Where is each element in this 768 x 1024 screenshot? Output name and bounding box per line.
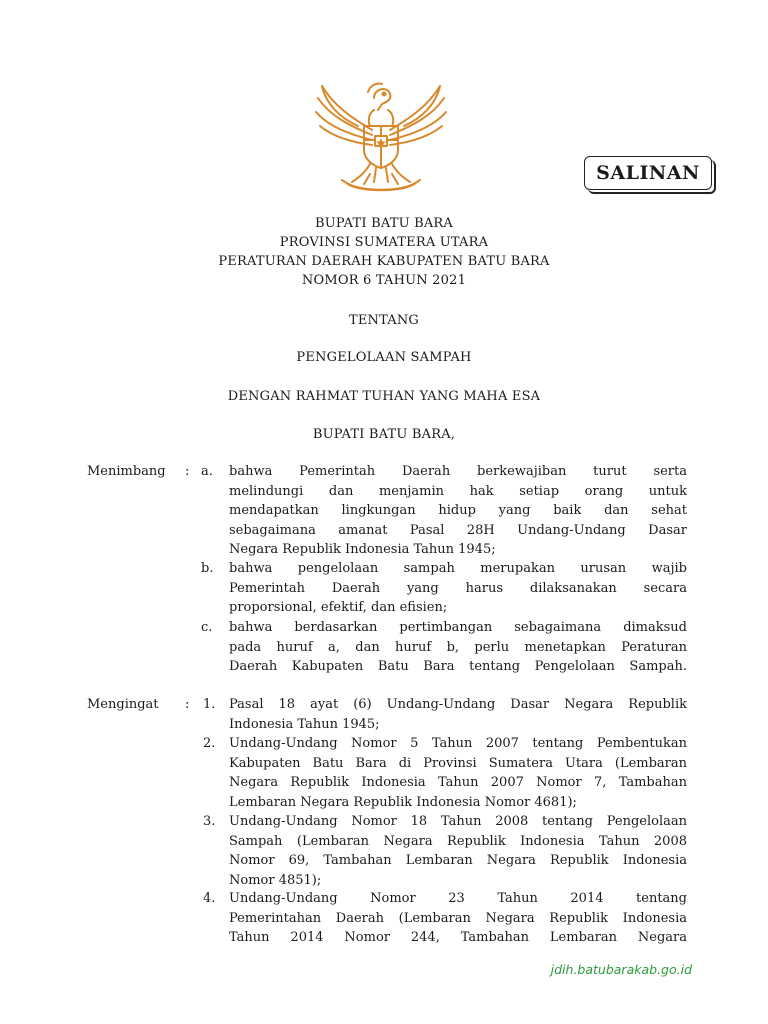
menimbang-c-line: bahwa berdasarkan pertimbangan sebagaimana dimaksud xyxy=(229,620,687,635)
footer-url[interactable]: jdih.batubarakab.go.id xyxy=(550,962,692,977)
mengingat-2-marker: 2. xyxy=(203,736,216,751)
mengingat-2-line: Lembaran Negara Republik Indonesia Nomor 4681); xyxy=(229,794,577,810)
mengingat-3-line: Nomor 69, Tambahan Lembaran Negara Republik Indonesia xyxy=(229,853,687,868)
header-tentang: TENTANG xyxy=(348,313,420,328)
document-subject: PENGELOLAAN SAMPAH xyxy=(296,350,472,365)
mengingat-2-line: Undang-Undang Nomor 5 Tahun 2007 tentang Pembentukan xyxy=(229,736,687,751)
menimbang-a-line: melindungi dan menjamin hak setiap orang untuk xyxy=(229,483,687,499)
header-number: NOMOR 6 TAHUN 2021 xyxy=(301,273,467,288)
rahmat-line: DENGAN RAHMAT TUHAN YANG MAHA ESA xyxy=(227,389,541,404)
menimbang-label: Menimbang xyxy=(87,464,166,479)
mengingat-1-marker: 1. xyxy=(203,697,216,712)
mengingat-3-line: Undang-Undang Nomor 18 Tahun 2008 tentang Pengelolaan xyxy=(229,814,687,829)
bupati-line: BUPATI BATU BARA, xyxy=(312,427,456,442)
salinan-stamp: SALINAN xyxy=(584,156,712,190)
mengingat-label: Mengingat xyxy=(87,697,159,712)
mengingat-3-line: Sampah (Lembaran Negara Republik Indonesia Tahun 2008 xyxy=(229,833,687,849)
menimbang-a-marker: a. xyxy=(201,464,213,479)
mengingat-1-line: Indonesia Tahun 1945; xyxy=(229,716,380,732)
mengingat-4-marker: 4. xyxy=(203,891,216,906)
menimbang-b-line: Pemerintah Daerah yang harus dilaksanakan secara xyxy=(229,580,687,596)
garuda-emblem xyxy=(312,78,450,194)
menimbang-a-line: mendapatkan lingkungan hidup yang baik dan sehat xyxy=(229,503,687,518)
mengingat-3-marker: 3. xyxy=(203,814,216,829)
menimbang-c-line: pada huruf a, dan huruf b, perlu menetapkan Peraturan xyxy=(229,639,687,655)
mengingat-2-line: Negara Republik Indonesia Tahun 2007 Nomor 7, Tambahan xyxy=(229,775,687,790)
menimbang-a-line: Negara Republik Indonesia Tahun 1945; xyxy=(229,542,496,557)
mengingat-2-line: Kabupaten Batu Bara di Provinsi Sumatera Utara (Lembaran xyxy=(229,755,687,771)
menimbang-b-line: bahwa pengelolaan sampah merupakan urusan wajib xyxy=(229,561,687,576)
menimbang-c-line: Daerah Kabupaten Batu Bara tentang Pengelolaan Sampah. xyxy=(229,659,687,674)
mengingat-colon: : xyxy=(185,697,190,712)
menimbang-a-line: sebagaimana amanat Pasal 28H Undang-Undang Dasar xyxy=(229,522,687,538)
mengingat-3-line: Nomor 4851); xyxy=(229,872,322,888)
menimbang-c-marker: c. xyxy=(201,620,213,635)
header-regent: BUPATI BATU BARA xyxy=(315,216,453,231)
header-province: PROVINSI SUMATERA UTARA xyxy=(279,235,489,250)
mengingat-1-line: Pasal 18 ayat (6) Undang-Undang Dasar Negara Republik xyxy=(229,697,687,712)
menimbang-colon: : xyxy=(185,464,190,479)
mengingat-4-line: Pemerintahan Daerah (Lembaran Negara Republik Indonesia xyxy=(229,910,687,926)
mengingat-4-line: Undang-Undang Nomor 23 Tahun 2014 tentang xyxy=(229,891,687,906)
mengingat-4-line: Tahun 2014 Nomor 244, Tambahan Lembaran Negara xyxy=(229,930,687,945)
menimbang-b-marker: b. xyxy=(201,561,214,576)
header-regulation: PERATURAN DAERAH KABUPATEN BATU BARA xyxy=(218,254,550,269)
menimbang-b-line: proporsional, efektif, dan efisien; xyxy=(229,600,448,615)
menimbang-a-line: bahwa Pemerintah Daerah berkewajiban turut serta xyxy=(229,464,687,479)
